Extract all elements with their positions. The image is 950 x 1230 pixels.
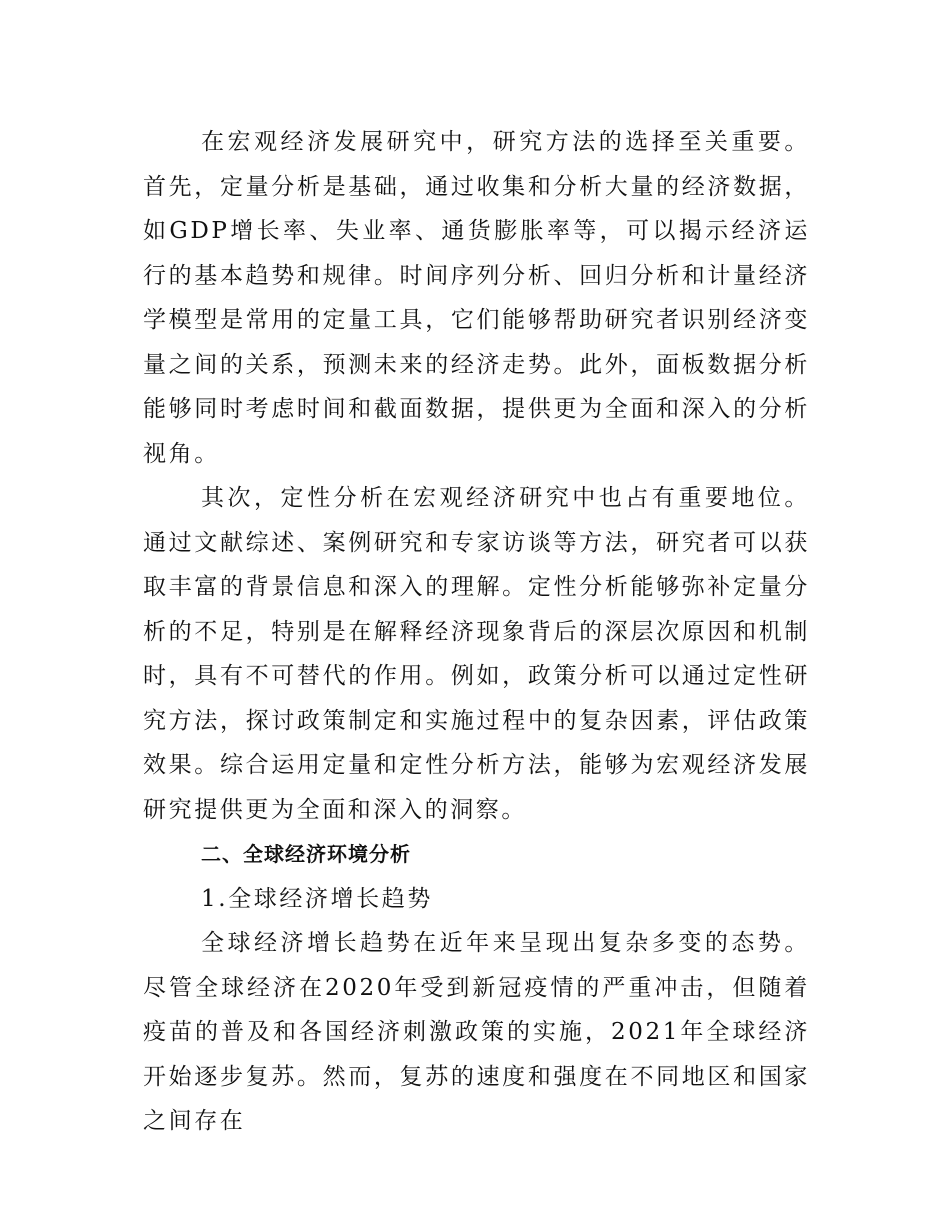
paragraph-research-methods-quantitative: 在宏观经济发展研究中，研究方法的选择至关重要。首先，定量分析是基础，通过收集和分析大量的经济数据，如GDP增长率、失业率、通货膨胀率等，可以揭示经济运行的基本趋势和规律。时间序列分析、回归分析和计量经济学模型是常用的定量工具，它们能够帮助研究者识别经济变量之间的关系，预测未来的经济走势。此外，面板数据分析能够同时考虑时间和截面数据，提供更为全面和深入的分析视角。 <box>143 129 810 467</box>
document-body <box>143 120 810 1144</box>
section-heading: 二、全球经济环境分析 <box>201 842 411 866</box>
subsection-heading: 1.全球经济增长趋势 <box>201 885 433 912</box>
paragraph-global-growth-trend: 全球经济增长趋势在近年来呈现出复杂多变的态势。尽管全球经济在2020年受到新冠疫情的严重冲击，但随着疫苗的普及和各国经济刺激政策的实施，2021年全球经济开始逐步复苏。然而，复苏的速度和强度在不同地区和国家之间存在 <box>143 930 810 1134</box>
paragraph-research-methods-qualitative: 其次，定性分析在宏观经济研究中也占有重要地位。通过文献综述、案例研究和专家访谈等方法，研究者可以获取丰富的背景信息和深入的理解。定性分析能够弥补定量分析的不足，特别是在解释经济现象背后的深层次原因和机制时，具有不可替代的作用。例如，政策分析可以通过定性研究方法，探讨政策制定和实施过程中的复杂因素，评估政策效果。综合运用定量和定性分析方法，能够为宏观经济发展研究提供更为全面和深入的洞察。 <box>143 485 810 823</box>
